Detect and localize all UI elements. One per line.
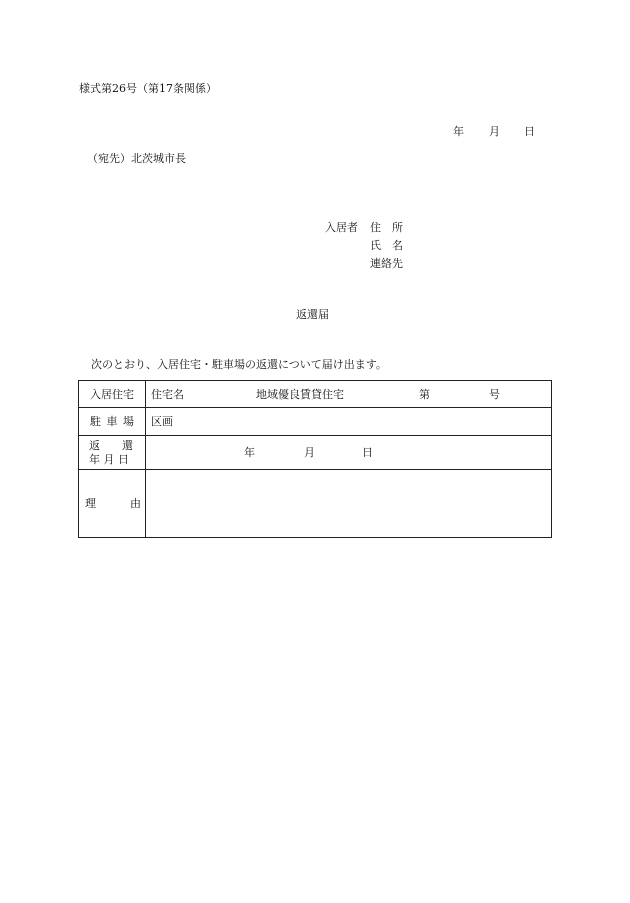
date-month: 月 (489, 125, 500, 138)
intro-text: 次のとおり、入居住宅・駐車場の返還について届け出ます。 (91, 358, 387, 371)
return-date-head-line2: 年 月 日 (89, 453, 129, 466)
table-row-return-date (79, 436, 552, 470)
housing-type: 地域優良賃貸住宅 (256, 388, 344, 401)
return-date-head-cell (79, 436, 146, 470)
return-date-month: 月 (304, 446, 315, 459)
return-date-day: 日 (362, 446, 373, 459)
return-date-head-line1: 返 還 (89, 439, 133, 452)
table-row-reason (79, 470, 552, 538)
document-title: 返還届 (296, 308, 329, 321)
contact-label: 連絡先 (370, 257, 403, 270)
table-row-parking (79, 408, 552, 436)
address-label: 住 所 (370, 221, 403, 234)
housing-head-cell (79, 381, 146, 408)
return-form-table (78, 380, 552, 538)
name-label: 氏 名 (370, 239, 403, 252)
form-number: 様式第26号（第17条関係） (79, 82, 217, 95)
parking-value-cell (146, 408, 552, 436)
housing-name-label: 住宅名 (151, 388, 184, 401)
return-date-value-cell (146, 436, 552, 470)
table-row-housing (79, 381, 552, 408)
housing-value-cell (146, 381, 552, 408)
date-year: 年 (453, 125, 464, 138)
housing-head-label: 入居住宅 (90, 388, 134, 401)
addressee: （宛先）北茨城市長 (87, 152, 186, 165)
return-date-year: 年 (244, 446, 255, 459)
reason-head-cell (79, 470, 146, 538)
applicant-role: 入居者 (325, 221, 358, 234)
date-day: 日 (524, 125, 535, 138)
housing-number-prefix: 第 (419, 388, 430, 401)
reason-value-cell (146, 470, 552, 538)
parking-head-cell (79, 408, 146, 436)
reason-head-right: 由 (130, 497, 141, 510)
housing-number-suffix: 号 (489, 388, 500, 401)
parking-head-label: 駐 車 場 (90, 415, 135, 428)
reason-head-left: 理 (85, 497, 96, 510)
parking-section-label: 区画 (151, 415, 173, 428)
